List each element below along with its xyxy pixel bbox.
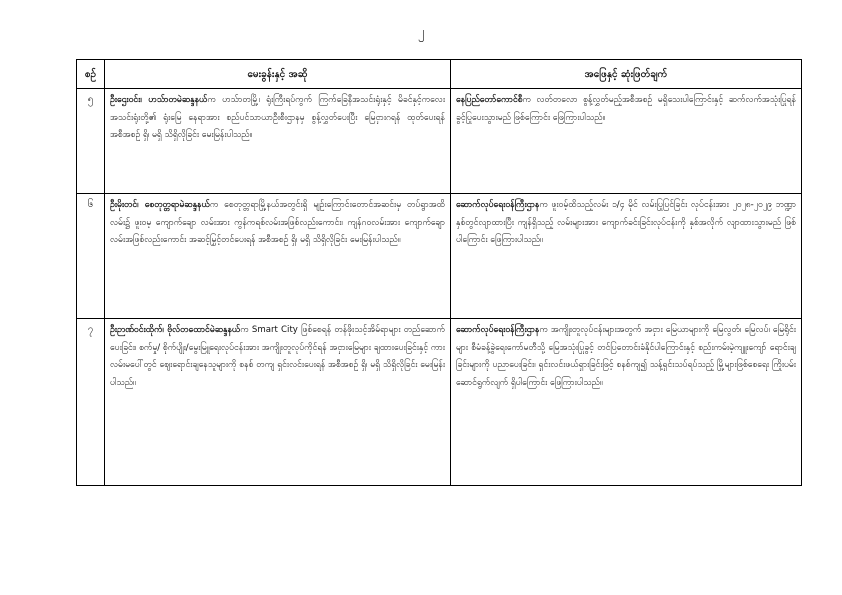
table-row	[77, 319, 802, 486]
answer-lead: ဆောက်လုပ်ရေးဝန်ကြီးဌာန	[456, 325, 540, 335]
header-no: စဉ်	[77, 60, 105, 89]
table-header-row	[77, 60, 802, 89]
question-text: က Smart City ဖြစ်စေရန် တန်ဖိုးသင့်အိမ်ရာများ တည်ဆောက်ပေးခြင်း၊ စက်မှု/ စိုက်ပျိုး/မွေးမြူရေးလုပ်ငန်းအား အကျိုးတူလုပ်ကိုင်ရန် အငှားမြေများ ချထားပေးခြင်းနှင့် ကားလမ်းမပေါ်တွင် ဈေးရောင်းချနေသူများကို စနစ် တကျ ရှင်းလင်းပေးရန် အစီအစဉ် ရှိ၊ မရှိ သိရှိလိုခြင်း မေးမြန်းပါသည်။	[110, 325, 445, 388]
row-number: ၆	[77, 194, 105, 319]
table-row	[77, 89, 802, 194]
answer-cell	[451, 194, 802, 319]
question-lead: ဦးမိုးတင်၊ စေတုတ္တရာမဲဆန္ဒနယ်	[110, 200, 210, 210]
header-question: မေးခွန်းနှင့် အဆို	[105, 60, 451, 89]
question-answer-table	[76, 59, 802, 486]
question-cell	[105, 319, 451, 486]
question-text: က စေတုတ္တရာမြို့နယ်အတွင်းရှိ မျဉ်းကြောင်းတောင်အဆင်းမှ တပ်ရွာအထိလမ်း၌ ဖူးဝမ့ ကျောက်ချော လမ်းအား ကွန်ကရစ်လမ်းအဖြစ်လည်းကောင်း၊ ကျန်ဂဝလမ်းအား ကျောက်ချောလမ်းအဖြစ်လည်းကောင်း အဆင့်မြှင့်တင်ပေးရန် အစီအစဉ် ရှိ၊ မရှိ သိရှိလိုခြင်း မေးမြန်းပါသည်။	[110, 200, 445, 245]
row-number: ၅	[77, 89, 105, 194]
answer-text: က အကျိုးတူလုပ်ငန်းများအတွက် အငှား မြေယာများကို မြေလွတ်၊ မြေလပ်၊ မြေရိုင်းများ စီမံခန့်ခွဲရေးကော်မတီသို့ မြေအသုံးပြုခွင့် တင်ပြတောင်းခံနိုင်ပါကြောင်းနှင့် စည်းကမ်းမဲ့ကျူးကျော် ရောင်းချခြင်းများကို ပညာပေးခြင်း၊ ရှင်းလင်းဖယ်ရှားခြင်းဖြင့် စနစ်ကျ၍ သန့်ရှင်းသပ်ရပ်သည့် မြို့များဖြစ်စေရေး ကြိုးပမ်းဆောင်ရွက်လျက် ရှိပါကြောင်း ဖြေကြားပါသည်။	[456, 325, 796, 388]
table-row	[77, 194, 802, 319]
page-number: ၂	[417, 25, 425, 40]
question-lead: ဦးဌေးဝင်း၊ ဟသ်ာတမဲဆန္ဒနယ်	[110, 95, 208, 105]
header-answer: အဖြေနှင့် ဆုံးဖြတ်ချက်	[451, 60, 802, 89]
answer-lead: ဆောက်လုပ်ရေးဝန်ကြီးဌာန	[456, 200, 540, 210]
answer-text: က လတ်တလော စွန့်လွှတ်မည့်အစီအစဉ် မရှိသေးပါကြောင်းနှင့် ဆက်လက်အသုံးပြုရန် ခွင့်ပြုပေးသွားမည် ဖြစ်ကြောင်း ဖြေကြားပါသည်။	[456, 95, 796, 123]
question-cell	[105, 89, 451, 194]
row-number: ၇	[77, 319, 105, 486]
answer-cell	[451, 89, 802, 194]
question-cell	[105, 194, 451, 319]
question-lead: ဦးဉာဏ်ဝင်းထိုက်၊ ဗိုလ်တထောင်မဲဆန္ဒနယ်	[110, 325, 241, 335]
answer-text: က ဖူးဝမ့်ထိသည့်လမ်း ၁/၄ မိုင် လမ်းပြုပြင်ခြင်း လုပ်ငန်းအား ၂၀၂၈-၂၀၂၉ ဘဏ္ဍာနှစ်တွင်လျာထားပြီး ကျန်ရှိသည့် လမ်းများအား ကျောက်ခင်းခြင်းလုပ်ငန်းကို နှစ်အလိုက် လျာထားသွားမည် ဖြစ်ပါကြောင်း ဖြေကြားပါသည်။	[456, 200, 796, 245]
question-text: က ဟသ်ာတမြို့၊ ရုံးကြီးရပ်ကွက် ကြက်ခြေနီအသင်းရုံးနှင့် မိခင်နှင့်ကလေးအသင်းရုံးတို့၏ ရုံးမြေ နေရာအား စည်ပင်သာယာဦးစီးဌာနမှ စွန့်လွှတ်ပေးပြီး မြေငှားဂရန် ထုတ်ပေးရန် အစီအစဉ် ရှိ၊ မရှိ သိရှိလိုခြင်း မေးမြန်းပါသည်။	[110, 95, 446, 140]
answer-cell	[451, 319, 802, 486]
answer-lead: နေပြည်တော်ကောင်စီ	[456, 95, 523, 105]
